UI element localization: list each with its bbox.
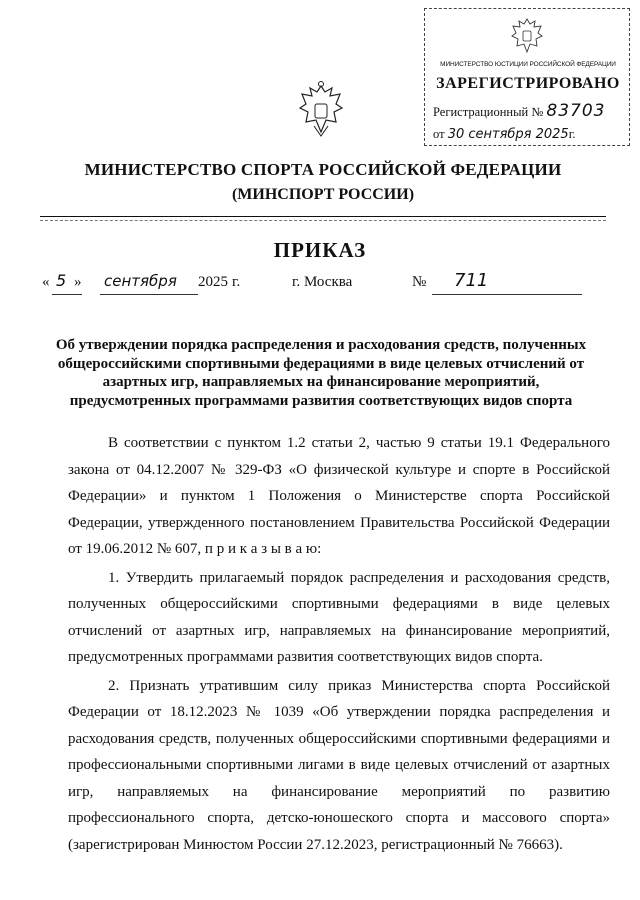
coat-of-arms-emblem	[296, 80, 346, 138]
document-body	[68, 430, 610, 860]
stamp-emblem	[509, 15, 545, 55]
order-month: сентября	[104, 272, 177, 290]
stamp-reg-number: 83703	[546, 101, 606, 121]
stamp-date-value: 30 сентября 2025	[447, 127, 569, 142]
stamp-date-prefix: от	[433, 127, 445, 141]
order-day: 5	[56, 271, 67, 290]
stamp-date-line	[433, 127, 576, 142]
quote-open: «	[42, 274, 50, 290]
stamp-ministry-name: МИНИСТЕРСТВО ЮСТИЦИИ РОССИЙСКОЙ ФЕДЕРАЦИИ	[440, 61, 616, 68]
document-type: ПРИКАЗ	[273, 238, 367, 262]
document-title: Об утверждении порядка распределения и расходования средств, полученных общероссийскими спортивными федерациями в виде целевых отчислений от азартных игр, направляемых на финансирование мероприятий, предусмотренных программами развития соответствующих видов спорта	[55, 337, 587, 409]
stamp-registered-label: ЗАРЕГИСТРИРОВАНО	[436, 75, 620, 92]
registration-stamp	[424, 8, 630, 146]
header-divider-dashed	[40, 220, 606, 221]
order-number: 711	[454, 270, 489, 291]
paragraph-preamble: В соответствии с пунктом 1.2 статьи 2, частью 9 статьи 19.1 Федерального закона от 04.12.2007 № 329-ФЗ «О физической культуре и спорте в Российской Федерации» и пунктом 1 Положения о Министерстве спорта Российской Федерации, утвержденного постановлением Правительства Российской Федерации от 19.06.2012 № 607, п р и к а з ы в а ю:	[68, 435, 610, 557]
order-year: 2025	[198, 274, 228, 290]
ministry-name: МИНИСТЕРСТВО СПОРТА РОССИЙСКОЙ ФЕДЕРАЦИИ	[84, 160, 562, 179]
order-year-suffix: г.	[232, 274, 241, 290]
order-date-line	[42, 270, 602, 300]
stamp-registration-line	[433, 101, 605, 121]
header-divider	[40, 216, 606, 217]
paragraph-item-2: 2. Признать утратившим силу приказ Министерства спорта Российской Федерации от 18.12.2023 № 1039 «Об утверждении порядка распределения и расходования средств, полученных общероссийскими спортивными федерациями и профессиональными спортивными лигами в виде целевых отчислений от азартных игр, направляемых на финансирование мероприятий по развитию профессионального спорта, детско-юношеского спорта и массового спорта» (зарегистрирован Минюстом России 27.12.2023, регистрационный № 76663).	[68, 677, 610, 853]
order-number-label: №	[412, 274, 427, 290]
stamp-reg-label: Регистрационный №	[433, 105, 544, 119]
paragraph-item-1: 1. Утвердить прилагаемый порядок распределения и расходования средств, полученных общероссийскими спортивными федерациями в виде целевых отчислений от азартных игр, направляемых на финансирование мероприятий, предусмотренных программами развития соответствующих видов спорта.	[68, 569, 610, 665]
quote-close: »	[74, 274, 82, 290]
order-city: г. Москва	[292, 274, 353, 290]
stamp-date-suffix: г.	[568, 127, 576, 141]
ministry-short-name: (МИНСПОРТ РОССИИ)	[231, 186, 415, 203]
